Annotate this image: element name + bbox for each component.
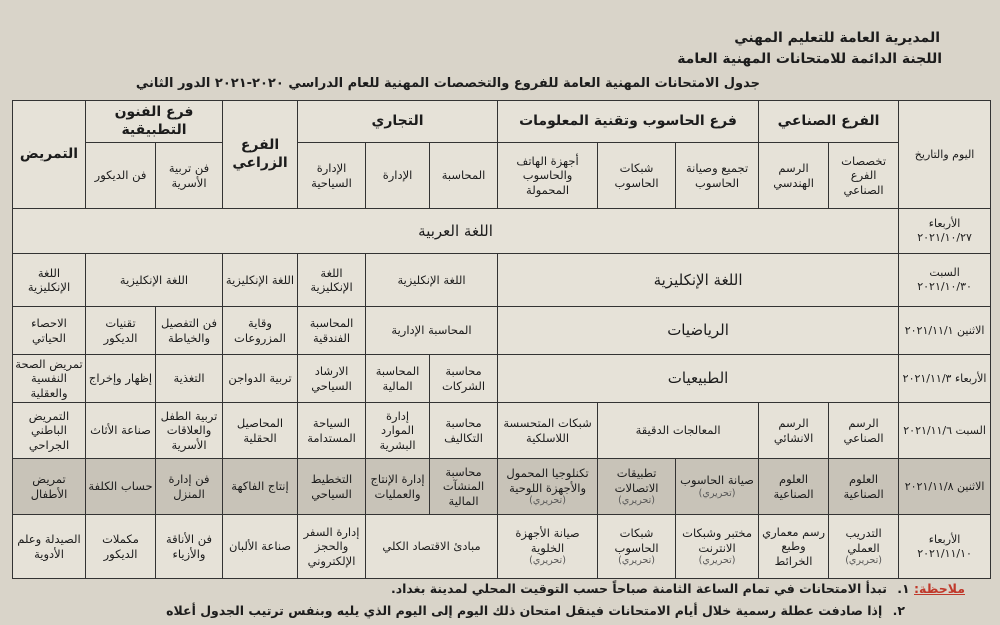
exam-cell: العلوم الصناعية <box>759 459 829 515</box>
table-row <box>13 355 991 403</box>
row-day: الأربعاء ٢٠٢١/١١/١٠ <box>899 515 991 579</box>
exam-cell: المحاصيل الحقلية <box>223 403 298 459</box>
row-day: الاثنين ٢٠٢١/١١/٨ <box>899 459 991 515</box>
col-computer: فرع الحاسوب وتقنية المعلومات <box>498 101 759 143</box>
exam-cell: اللغة الإنكليزية <box>366 254 498 307</box>
exam-subject: التدريب العملي <box>845 526 882 555</box>
row-day: السبت ٢٠٢١/١٠/٣٠ <box>899 254 991 307</box>
exam-cell: تقنيات الديكور <box>86 307 156 355</box>
exam-cell: المحاسبة المالية <box>366 355 430 403</box>
exam-cell: محاسبة التكاليف <box>430 403 498 459</box>
col-com-b: الإدارة <box>366 143 430 209</box>
exam-cell: اللغة الإنكليزية <box>13 254 86 307</box>
col-industrial: الفرع الصناعي <box>759 101 899 143</box>
exam-cell: محاسبة الشركات <box>430 355 498 403</box>
exam-cell: تمريض الأطفال <box>13 459 86 515</box>
exam-cell: اللغة الإنكليزية <box>498 254 899 307</box>
col-arts: فرع الفنون التطبيقية <box>86 101 223 143</box>
exam-subject: تطبيقات الاتصالات <box>614 466 659 495</box>
written-tag: (تحريري) <box>529 494 566 506</box>
exam-cell: التخطيط السياحي <box>298 459 366 515</box>
exam-cell: الرياضيات <box>498 307 899 355</box>
exam-cell: اللغة العربية <box>13 209 899 254</box>
exam-subject: صيانة الأجهزة الخلوية <box>515 526 580 555</box>
table-row <box>13 254 991 307</box>
col-agri: الفرع الزراعي <box>223 101 298 209</box>
exam-cell: تربية الدواجن <box>223 355 298 403</box>
exam-cell: مبادئ الاقتصاد الكلي <box>366 515 498 579</box>
exam-cell: إدارة الإنتاج والعمليات <box>366 459 430 515</box>
col-com-c: الإدارة السياحية <box>298 143 366 209</box>
col-comp-a: تجميع وصيانة الحاسوب <box>676 143 759 209</box>
exam-cell: التمريض الباطني الجراحي <box>13 403 86 459</box>
exam-cell: فن التفصيل والخياطة <box>156 307 223 355</box>
col-comp-c: أجهزة الهاتف والحاسوب المحمولة <box>498 143 598 209</box>
note-text: تبدأ الامتحانات في تمام الساعة الثامنة صباحاً حسب التوقيت المحلي لمدينة بغداد. <box>390 581 887 596</box>
written-tag: (تحريري) <box>698 554 736 566</box>
exam-cell: إظهار وإخراج <box>86 355 156 403</box>
exam-cell <box>598 515 676 579</box>
col-nursing: التمريض <box>13 101 86 209</box>
exam-cell: صناعة الأثاث <box>86 403 156 459</box>
exam-cell: الرسم الانشائي <box>759 403 829 459</box>
written-tag: (تحريري) <box>698 487 736 499</box>
exam-cell: الصيدلة وعلم الأدوية <box>13 515 86 579</box>
exam-cell: المعالجات الدقيقة <box>598 403 759 459</box>
note-number: ٢. <box>892 603 905 618</box>
table-row <box>13 403 991 459</box>
exam-cell: شبكات المتحسسة اللاسلكية <box>498 403 598 459</box>
exam-cell <box>829 515 899 579</box>
exam-cell: حساب الكلفة <box>86 459 156 515</box>
exam-cell: وقاية المزروعات <box>223 307 298 355</box>
row-day: السبت ٢٠٢١/١١/٦ <box>899 403 991 459</box>
col-comp-b: شبكات الحاسوب <box>598 143 676 209</box>
exam-cell: المحاسبة الفندقية <box>298 307 366 355</box>
table-row <box>13 209 991 254</box>
note-text: إذا صادفت عطلة رسمية خلال أيام الامتحانات فينقل امتحان ذلك اليوم إلى اليوم الذي يليه وبنفس ترتيب الجدول أعلاه <box>166 603 883 618</box>
exam-cell: فن الأناقة والأزياء <box>156 515 223 579</box>
exam-cell: تربية الطفل والعلاقات الأسرية <box>156 403 223 459</box>
exam-cell <box>498 459 598 515</box>
notes-label: ملاحظة: <box>914 581 965 596</box>
exam-cell: الارشاد السياحي <box>298 355 366 403</box>
exam-cell <box>598 459 676 515</box>
table-row <box>13 307 991 355</box>
exam-subject: تكنلوجيا المحمول والأجهزة اللوحية <box>506 466 589 495</box>
exam-cell: العلوم الصناعية <box>829 459 899 515</box>
directorate-title: المديرية العامة للتعليم المهني <box>734 30 940 46</box>
note-number: ١. <box>897 581 910 596</box>
exam-subject: مختبر وشبكات الانترنت <box>682 526 752 555</box>
col-ind-b: الرسم الهندسي <box>759 143 829 209</box>
exam-cell: المحاسبة الإدارية <box>366 307 498 355</box>
exam-schedule-table <box>12 100 991 579</box>
row-day: الاثنين ٢٠٢١/١١/١ <box>899 307 991 355</box>
written-tag: (تحريري) <box>529 554 566 566</box>
exam-cell <box>676 515 759 579</box>
exam-cell: رسم معماري وطبع الخرائط <box>759 515 829 579</box>
col-day: اليوم والتاريخ <box>899 101 991 209</box>
exam-cell: الاحصاء الحياتي <box>13 307 86 355</box>
exam-cell: فن إدارة المنزل <box>156 459 223 515</box>
table-row <box>13 459 991 515</box>
exam-cell: صناعة الألبان <box>223 515 298 579</box>
row-day: الأربعاء ٢٠٢١/١٠/٢٧ <box>899 209 991 254</box>
exam-cell: تمريض الصحة النفسية والعقلية <box>13 355 86 403</box>
col-arts-b: فن الديكور <box>86 143 156 209</box>
exam-cell: السياحة المستدامة <box>298 403 366 459</box>
exam-cell: اللغة الإنكليزية <box>86 254 223 307</box>
exam-subject: صيانة الحاسوب <box>680 473 754 488</box>
written-tag: (تحريري) <box>618 554 655 566</box>
col-arts-a: فن تربية الأسرية <box>156 143 223 209</box>
written-tag: (تحريري) <box>845 554 882 566</box>
row-day: الأربعاء ٢٠٢١/١١/٣ <box>899 355 991 403</box>
table-row <box>13 515 991 579</box>
exam-subject: شبكات الحاسوب <box>614 526 659 555</box>
exam-cell: التغذية <box>156 355 223 403</box>
exam-cell: إدارة الموارد البشرية <box>366 403 430 459</box>
notes-section <box>166 581 965 625</box>
exam-cell: إدارة السفر والحجز الإلكتروني <box>298 515 366 579</box>
written-tag: (تحريري) <box>618 494 655 506</box>
schedule-title: جدول الامتحانات المهنية العامة للفروع والتخصصات المهنية للعام الدراسي ٢٠٢٠-٢٠٢١ الدور الثاني <box>135 76 760 91</box>
exam-cell: الطبيعيات <box>498 355 899 403</box>
exam-cell <box>498 515 598 579</box>
exam-cell: إنتاج الفاكهة <box>223 459 298 515</box>
exam-cell: اللغة الإنكليزية <box>223 254 298 307</box>
exam-cell: الرسم الصناعي <box>829 403 899 459</box>
exam-cell: محاسبة المنشآت المالية <box>430 459 498 515</box>
exam-cell: اللغة الإنكليزية <box>298 254 366 307</box>
col-ind-a: تخصصات الفرع الصناعي <box>829 143 899 209</box>
note-1 <box>166 581 965 603</box>
col-com-a: المحاسبة <box>430 143 498 209</box>
exam-cell <box>676 459 759 515</box>
committee-title: اللجنة الدائمة للامتحانات المهنية العامة <box>677 51 942 67</box>
exam-cell: مكملات الديكور <box>86 515 156 579</box>
col-commercial: التجاري <box>298 101 498 143</box>
